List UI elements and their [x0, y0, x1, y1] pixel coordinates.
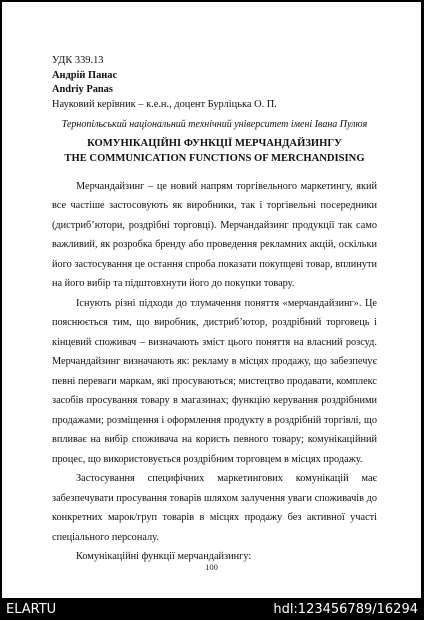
repository-name: ELARTU [6, 602, 57, 617]
page-content [52, 54, 377, 567]
author-ua: Андрій Панас [52, 69, 118, 81]
author-en: Andriy Panas [52, 84, 113, 95]
paragraph-4: Комунікаційні функції мерчандайзингу: [76, 551, 252, 562]
title-ua: КОМУНІКАЦІЙНІ ФУНКЦІЇ МЕРЧАНДАЙЗИНГУ [87, 137, 342, 149]
paragraph-1: Мерчандайзинг – це новий напрям торгівельного маркетингу, який все частіше застосовують як виробники, так і торгівельні посередники (дистриб’ютори, роздрібні торговці). Мерчандайзинг продукції так само важливий, як розробка бренду або проведення рекламних акцій, оскільки його застосування це остання спроба показати покупцеві товар, вплинути на його вибір та підштовхнути його до покупки товару. [52, 180, 377, 289]
udk-code: УДК 339.13 [52, 55, 104, 66]
paragraph-2: Існують різні підходи до тлумачення поняття «мерчандайзинг». Це пояснюється тим, що виробник, дистриб’ютор, роздрібний торговець і кінцевий споживач – визначають зміст цього поняття на власний розсуд. Мерчандайзинг визначають як: рекламу в місцях продажу, що забезпечує певні переваги маркам, які просуваються; мистецтво продавати, комплекс засобів просування товару в магазинах; функцію керування роздрібними продажами; розміщення і оформлення продукту в роздрібній торгівлі, що впливає на вибір споживача на користь певного товару; комунікаційний процес, що використовується роздрібним торговцем в місцях продажу. [52, 297, 377, 465]
footer-bar [0, 600, 424, 620]
document-page [2, 2, 421, 598]
handle-id: hdl:123456789/16294 [273, 602, 418, 617]
affiliation: Тернопільський національний технічний університет імені Івана Пулюя [61, 119, 368, 130]
page-number: 100 [205, 562, 218, 572]
paragraph-3: Застосування специфічних маркетингових комунікацій має забезпечувати просування товарів шляхом залучення уваги споживачів до конкретних марок/груп товарів в місцях продажу без активної участі спеціального персоналу. [52, 473, 377, 543]
scientific-advisor: Науковий керівник – к.е.н., доцент Бурліцька О. П. [52, 98, 277, 110]
spacer [52, 166, 377, 177]
title-en: THE COMMUNICATION FUNCTIONS OF MERCHANDISING [64, 152, 365, 164]
